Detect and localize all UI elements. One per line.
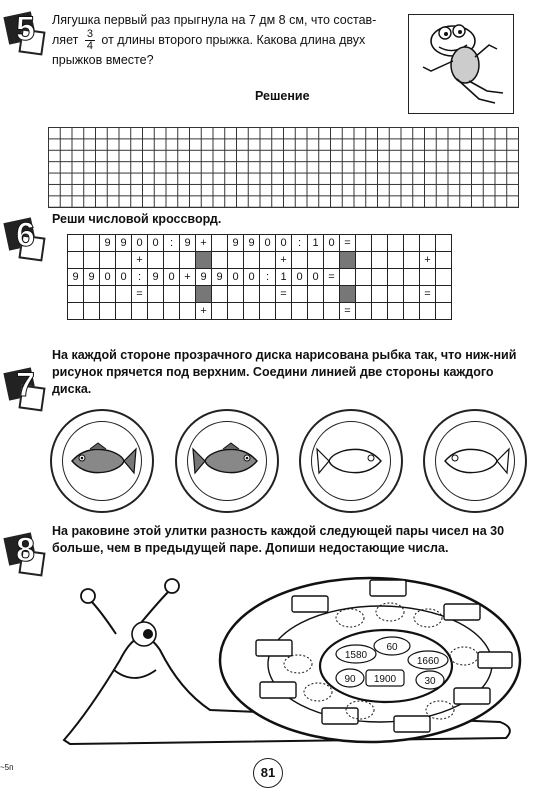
crossword-cell[interactable] — [244, 303, 260, 320]
task-6-text: Реши числовой кроссворд. — [52, 212, 222, 226]
crossword-cell[interactable] — [116, 303, 132, 320]
crossword-cell[interactable]: = — [132, 286, 148, 303]
crossword-cell[interactable] — [356, 252, 372, 269]
crossword-cell[interactable] — [164, 303, 180, 320]
crossword-cell[interactable] — [244, 286, 260, 303]
crossword-cell[interactable]: 1 — [308, 235, 324, 252]
crossword-cell[interactable]: 9 — [100, 235, 116, 252]
corner-mark: ~5п — [0, 763, 14, 772]
crossword-cell[interactable]: + — [132, 252, 148, 269]
snail-illustration — [60, 560, 530, 752]
crossword-cell[interactable] — [372, 303, 388, 320]
crossword-cell[interactable]: 0 — [148, 235, 164, 252]
fish-icon — [66, 441, 138, 481]
task-5-badge: 5 — [6, 12, 46, 52]
crossword-cell[interactable] — [68, 286, 84, 303]
crossword-cell[interactable] — [180, 286, 196, 303]
crossword-cell[interactable]: 0 — [116, 269, 132, 286]
crossword-cell[interactable] — [228, 286, 244, 303]
crossword-cell[interactable]: + — [196, 235, 212, 252]
crossword-cell[interactable]: : — [292, 235, 308, 252]
crossword-cell[interactable]: 0 — [132, 235, 148, 252]
crossword-cell[interactable] — [436, 252, 452, 269]
crossword-cell[interactable] — [372, 286, 388, 303]
crossword-cell[interactable] — [164, 286, 180, 303]
disk-2[interactable] — [175, 409, 279, 513]
crossword-cell[interactable] — [212, 235, 228, 252]
crossword-cell[interactable] — [212, 286, 228, 303]
crossword-cell[interactable] — [84, 235, 100, 252]
crossword-cell[interactable] — [420, 303, 436, 320]
crossword-cell[interactable] — [372, 269, 388, 286]
crossword-cell[interactable]: 0 — [260, 235, 276, 252]
crossword-cell[interactable] — [388, 286, 404, 303]
crossword-cell[interactable]: 9 — [180, 235, 196, 252]
task-5-text: Лягушка первый раз прыгнула на 7 дм 8 см, что состав- ляет $\frac{3}{4}$ от длины второго прыжка. Какова длина двух прыжков вместе? — [52, 13, 377, 67]
crossword-cell[interactable] — [404, 303, 420, 320]
crossword-cell[interactable] — [292, 303, 308, 320]
crossword-cell[interactable] — [372, 235, 388, 252]
crossword-cell[interactable] — [308, 303, 324, 320]
crossword-cell[interactable] — [132, 303, 148, 320]
crossword-cell[interactable] — [100, 303, 116, 320]
crossword-cell[interactable] — [196, 252, 212, 269]
crossword-cell[interactable] — [276, 303, 292, 320]
crossword-cell[interactable] — [324, 303, 340, 320]
crossword-cell[interactable]: : — [132, 269, 148, 286]
crossword-cell[interactable]: 0 — [324, 235, 340, 252]
snail-number-3: 1660 — [416, 656, 440, 667]
crossword-cell[interactable]: 9 — [244, 235, 260, 252]
crossword-cell[interactable]: + — [196, 303, 212, 320]
crossword-cell[interactable]: : — [260, 269, 276, 286]
crossword-cell[interactable] — [180, 252, 196, 269]
crossword-cell[interactable] — [372, 252, 388, 269]
crossword-cell[interactable] — [436, 269, 452, 286]
crossword-cell[interactable] — [404, 286, 420, 303]
crossword-cell[interactable] — [340, 269, 356, 286]
answer-grid[interactable] — [48, 127, 519, 208]
crossword-cell[interactable]: 9 — [212, 269, 228, 286]
crossword-cell[interactable] — [196, 286, 212, 303]
crossword-cell[interactable] — [404, 252, 420, 269]
crossword-cell[interactable] — [324, 286, 340, 303]
crossword-cell[interactable] — [308, 286, 324, 303]
crossword-cell[interactable] — [84, 286, 100, 303]
snail-number-1: 60 — [386, 642, 398, 653]
task-7-badge: 7 — [6, 368, 46, 408]
number-crossword[interactable] — [67, 234, 452, 320]
crossword-cell[interactable] — [212, 252, 228, 269]
crossword-cell[interactable] — [404, 235, 420, 252]
crossword-cell[interactable]: + — [276, 252, 292, 269]
crossword-cell[interactable] — [260, 252, 276, 269]
crossword-cell[interactable]: = — [324, 269, 340, 286]
crossword-cell[interactable] — [356, 303, 372, 320]
crossword-cell[interactable]: 9 — [116, 235, 132, 252]
crossword-cell[interactable]: = — [420, 286, 436, 303]
crossword-cell[interactable]: = — [276, 286, 292, 303]
crossword-cell[interactable] — [84, 252, 100, 269]
crossword-cell[interactable]: 0 — [308, 269, 324, 286]
crossword-cell[interactable]: + — [420, 252, 436, 269]
snail-number-6: 30 — [424, 676, 436, 687]
crossword-cell[interactable]: 9 — [196, 269, 212, 286]
crossword-cell[interactable] — [324, 252, 340, 269]
crossword-cell[interactable]: 0 — [164, 269, 180, 286]
fish-outline-icon — [439, 441, 511, 481]
task-7-text: На каждой стороне прозрачного диска нарисована рыбка так, что ниж-ний рисунок прячется под верхним. Соедини линией две стороны каждого диска. — [52, 348, 517, 396]
crossword-cell[interactable] — [228, 252, 244, 269]
crossword-cell[interactable]: 0 — [100, 269, 116, 286]
crossword-cell[interactable]: 0 — [276, 235, 292, 252]
crossword-cell[interactable] — [212, 303, 228, 320]
crossword-cell[interactable] — [292, 252, 308, 269]
crossword-cell[interactable] — [292, 286, 308, 303]
fish-outline-icon — [315, 441, 387, 481]
crossword-cell[interactable] — [116, 286, 132, 303]
crossword-cell[interactable] — [148, 303, 164, 320]
crossword-cell[interactable] — [420, 269, 436, 286]
crossword-cell[interactable]: 0 — [228, 269, 244, 286]
task-6-badge: 6 — [6, 218, 46, 258]
snail-number-5: 1900 — [373, 674, 397, 685]
crossword-cell[interactable]: 9 — [148, 269, 164, 286]
crossword-cell[interactable] — [436, 286, 452, 303]
crossword-cell[interactable] — [164, 252, 180, 269]
snail-number-2: 1580 — [344, 650, 368, 661]
crossword-cell[interactable] — [68, 252, 84, 269]
crossword-cell[interactable] — [148, 252, 164, 269]
crossword-cell[interactable] — [436, 235, 452, 252]
crossword-cell[interactable] — [404, 269, 420, 286]
crossword-cell[interactable] — [116, 252, 132, 269]
crossword-cell[interactable] — [228, 303, 244, 320]
crossword-cell[interactable] — [388, 269, 404, 286]
crossword-cell[interactable] — [100, 252, 116, 269]
fraction: $\frac{3}{4}$ — [86, 28, 93, 52]
crossword-cell[interactable] — [148, 286, 164, 303]
crossword-cell[interactable] — [388, 303, 404, 320]
snail-number-4: 90 — [344, 674, 356, 685]
crossword-cell[interactable] — [84, 303, 100, 320]
disk-1[interactable] — [50, 409, 154, 513]
crossword-cell[interactable]: 9 — [228, 235, 244, 252]
crossword-cell[interactable]: 9 — [68, 269, 84, 286]
disk-3[interactable] — [299, 409, 403, 513]
crossword-cell[interactable]: 9 — [84, 269, 100, 286]
crossword-cell[interactable]: 0 — [292, 269, 308, 286]
crossword-cell[interactable] — [388, 235, 404, 252]
crossword-cell[interactable] — [100, 286, 116, 303]
crossword-cell[interactable] — [356, 269, 372, 286]
page-number: 81 — [253, 758, 283, 788]
crossword-cell[interactable] — [308, 252, 324, 269]
crossword-cell[interactable]: + — [180, 269, 196, 286]
crossword-cell[interactable]: = — [340, 235, 356, 252]
crossword-cell[interactable]: = — [340, 303, 356, 320]
crossword-cell[interactable] — [356, 286, 372, 303]
crossword-cell[interactable] — [340, 252, 356, 269]
crossword-cell[interactable] — [68, 303, 84, 320]
crossword-cell[interactable] — [388, 252, 404, 269]
crossword-cell[interactable]: 0 — [244, 269, 260, 286]
crossword-cell[interactable]: : — [164, 235, 180, 252]
disk-4[interactable] — [423, 409, 527, 513]
solution-label: Решение — [255, 89, 310, 103]
crossword-cell[interactable] — [356, 235, 372, 252]
task-8-text: На раковине этой улитки разность каждой следующей пары чисел на 30 больше, чем в предыдущей паре. Допиши недостающие числа. — [52, 524, 505, 555]
crossword-cell[interactable] — [340, 286, 356, 303]
crossword-cell[interactable] — [260, 303, 276, 320]
crossword-cell[interactable] — [420, 235, 436, 252]
fish-icon — [191, 441, 263, 481]
crossword-cell[interactable] — [436, 303, 452, 320]
crossword-cell[interactable] — [68, 235, 84, 252]
task-8-badge: 8 — [6, 533, 46, 573]
crossword-cell[interactable]: 1 — [276, 269, 292, 286]
crossword-cell[interactable] — [180, 303, 196, 320]
crossword-cell[interactable] — [244, 252, 260, 269]
frog-illustration — [408, 14, 514, 114]
crossword-cell[interactable] — [260, 286, 276, 303]
